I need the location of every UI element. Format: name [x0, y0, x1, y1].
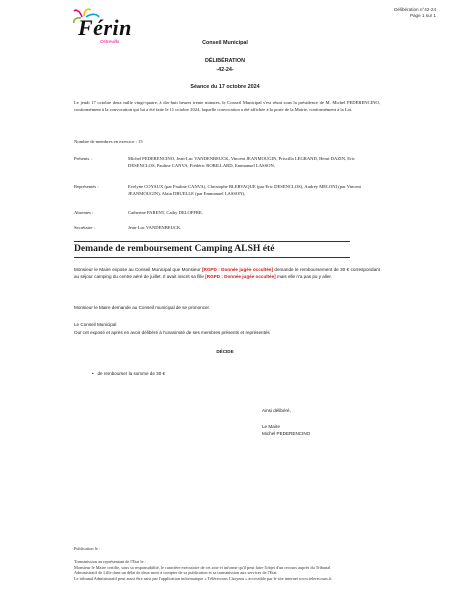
subject-title: Demande de remboursement Camping ALSH été [74, 243, 275, 254]
exposition-text-3: mais elle n'a pas pu y aller. [275, 274, 332, 279]
present-label: Présents : [74, 156, 92, 161]
decision-text: de rembourser la somme de 30 € [97, 371, 166, 376]
represented-list: Evelyne COYAUX (par Pauline CANVA), Christophe BLERVAQUE (par Eric DESENCLOS), Audrey MELONI (par Vincent JEANMOUGIN), Alain DRUELLE (par Emmanuel LASSON), [128, 184, 361, 196]
logo-subtitle: Ostrevillo [100, 39, 120, 44]
signature-note: Ainsi délibéré, [262, 408, 291, 413]
subject-top-rule [74, 241, 350, 242]
session-date: Séance du 17 octobre 2024 [190, 84, 260, 90]
decision-item [92, 371, 165, 376]
deliberation-number: -42-24- [216, 67, 234, 73]
council-label: Le Conseil Municipal [74, 322, 117, 327]
represented-label: Représentés : [74, 184, 99, 189]
logo-word: Férin [78, 15, 132, 40]
present-list: Michel PEDERENCINO, Jean-Luc VANDENBEUCK, Vincent JEANMOUGIN, Priscilla LEGRAND, Henri DAZIN, Eric DESENCLOS, Pauline CANVA, Frédéric ROBILLARD, Emmanuel LASSON, [128, 156, 355, 168]
bullet-icon: • [92, 371, 98, 376]
exposition-text-2: demande le remboursement de 30 € correspondant au séjour camping du centre aéré de juillet. Il avait inscrit sa fille [74, 267, 380, 279]
council-text: Ouï cet exposé et après en avoir délibéré à l'unanimité de ses membres présents et représentés [74, 330, 270, 335]
decides-heading: DÉCIDE [216, 349, 234, 354]
deliberation-reference: Délibération n°42-24 [394, 7, 436, 12]
absent-list: Catherine PARENT, Cathy DELOFFRE, [128, 210, 203, 215]
footer-line-4: Le tribunal Administratif peut aussi être saisi par l'application informatique « Télérecours Citoyens » accessible par le site internet www.telerecours.fr [74, 575, 332, 581]
council-heading: Conseil Municipal [202, 40, 248, 46]
exposition-text-1: Monsieur le Maire expose au Conseil Municipal que Monsieur [74, 267, 202, 272]
footer-line-3: Administratif de Lille dans un délai de deux mois à compter de sa publication et sa transmission aux services de l'Etat. [74, 570, 278, 576]
absent-label: Absentes : [74, 210, 94, 215]
subject-bottom-rule [74, 257, 350, 258]
exposition-paragraph [74, 266, 380, 280]
present-row [74, 156, 380, 170]
secretary-name: Jean-Luc VANDENBEUCK. [128, 225, 182, 230]
redacted-child: [RGPD : Donnée jugée occultée] [205, 274, 276, 279]
publication-date: Publication le : [74, 546, 101, 551]
reference-block [394, 7, 436, 19]
footer-line-2: Monsieur le Maire certifie, sous sa responsabilité, le caractère exécutoire de cet acte et informe qu'il peut faire l'objet d'un recours auprès du Tribunal [74, 564, 331, 570]
redacted-name: [RGPD : Donnée jugée occultée] [201, 267, 273, 272]
mayor-request: Monsieur le Maire demande au Conseil municipal de se prononcer. [74, 305, 211, 310]
footer-legal [74, 559, 418, 581]
signature-name: Michel PEDERENCINO [262, 431, 311, 436]
secretary-label: Secrétaire : [74, 225, 95, 230]
footer-line-1: Transmission au représentant de l'Etat le : [74, 559, 146, 564]
signature-title: Le Maire [262, 424, 280, 429]
represented-row [74, 184, 380, 198]
page-count: Page 1 sur 1 [409, 13, 436, 18]
deliberation-heading: DÉLIBÉRATION [204, 58, 246, 64]
members-count: Nombre de membres en exercice : 15 [74, 139, 143, 144]
intro-paragraph: Le jeudi 17 octobre deux mille vingt-quatre, à dix-huit heures trente minutes, le Conseil Municipal s'est réuni sous la présidence de M. Michel PEDERENCINO, conformément à la convocation qui lui a été faite le 11 octobre 2024, laquelle convocation a été affichée à la porte de la Mairie, conformément à la Loi. [74, 100, 380, 112]
